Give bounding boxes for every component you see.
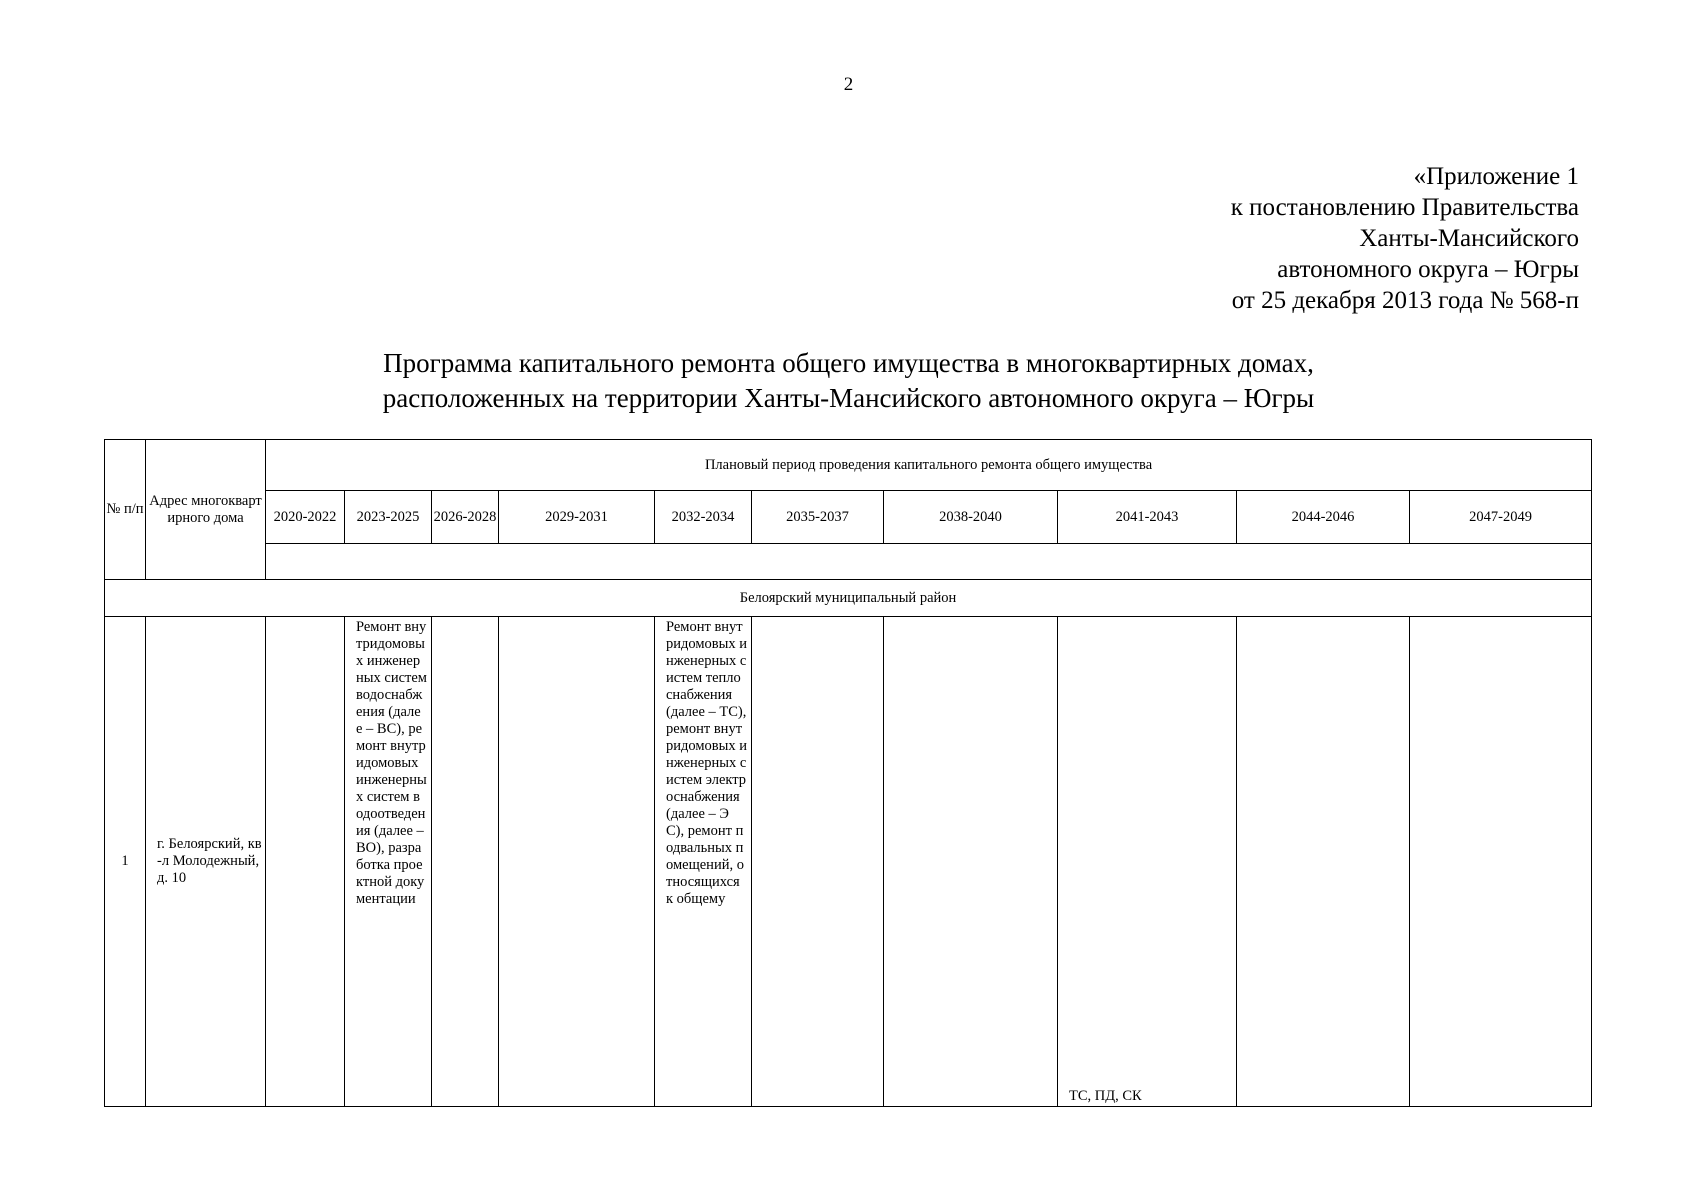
row-period-2038 (884, 617, 1058, 1107)
annex-line: к постановлению Правительства (1230, 194, 1579, 221)
row-period-2029 (499, 617, 655, 1107)
header-period: 2023-2025 (345, 491, 432, 544)
row-period-2023: Ремонт внутридомовых инженерных систем водоснабжения (далее – ВС), ремонт внутридомовых инженерных систем водоотведения (далее – ВО), разработка проектной документации (345, 617, 432, 1107)
header-spacer-cell (266, 544, 1592, 580)
header-period: 2029-2031 (499, 491, 655, 544)
document-title (0, 346, 1697, 416)
district-name: Белоярский муниципальный район (105, 580, 1592, 617)
annex-line: автономного округа – Югры (1277, 256, 1579, 283)
row-period-2041: ТС, ПД, СК (1058, 617, 1237, 1107)
header-period: 2035-2037 (752, 491, 884, 544)
title-line-1: Программа капитального ремонта общего имущества в многоквартирных домах, (383, 348, 1314, 378)
row-period-2020 (266, 617, 345, 1107)
row-address: г. Белоярский, кв-л Молодежный, д. 10 (146, 617, 266, 1107)
header-periods-row (105, 491, 1592, 544)
row-period-2032: Ремонт внутридомовых инженерных систем теплоснабжения (далее – ТС), ремонт внутридомовых инженерных систем электроснабжения (далее – ЭС), ремонт подвальных помещений, относящихся к общему (655, 617, 752, 1107)
header-period: 2041-2043 (1058, 491, 1237, 544)
header-row (105, 440, 1592, 491)
page-number: 2 (843, 74, 854, 95)
row-num: 1 (105, 617, 146, 1107)
table-row (105, 617, 1592, 1107)
repair-program-table (104, 439, 1592, 1107)
header-period: 2020-2022 (266, 491, 345, 544)
header-period: 2038-2040 (884, 491, 1058, 544)
header-period: 2047-2049 (1410, 491, 1592, 544)
header-period: 2044-2046 (1237, 491, 1410, 544)
header-period: 2032-2034 (655, 491, 752, 544)
header-spacer-row (105, 544, 1592, 580)
row-period-2047 (1410, 617, 1592, 1107)
district-row (105, 580, 1592, 617)
row-period-2044 (1237, 617, 1410, 1107)
annex-line: от 25 декабря 2013 года № 568-п (1231, 287, 1579, 314)
header-period-group: Плановый период проведения капитального ремонта общего имущества (266, 440, 1592, 491)
title-line-2: расположенных на территории Ханты-Мансийского автономного округа – Югры (382, 383, 1315, 413)
header-address: Адрес многоквартирного дома (146, 440, 266, 580)
header-num: № п/п (105, 440, 146, 580)
row-period-2035 (752, 617, 884, 1107)
row-period-2026 (432, 617, 499, 1107)
annex-line: «Приложение 1 (1413, 163, 1579, 190)
header-period: 2026-2028 (432, 491, 499, 544)
annex-block (1231, 161, 1579, 316)
annex-line: Ханты-Мансийского (1359, 225, 1579, 252)
